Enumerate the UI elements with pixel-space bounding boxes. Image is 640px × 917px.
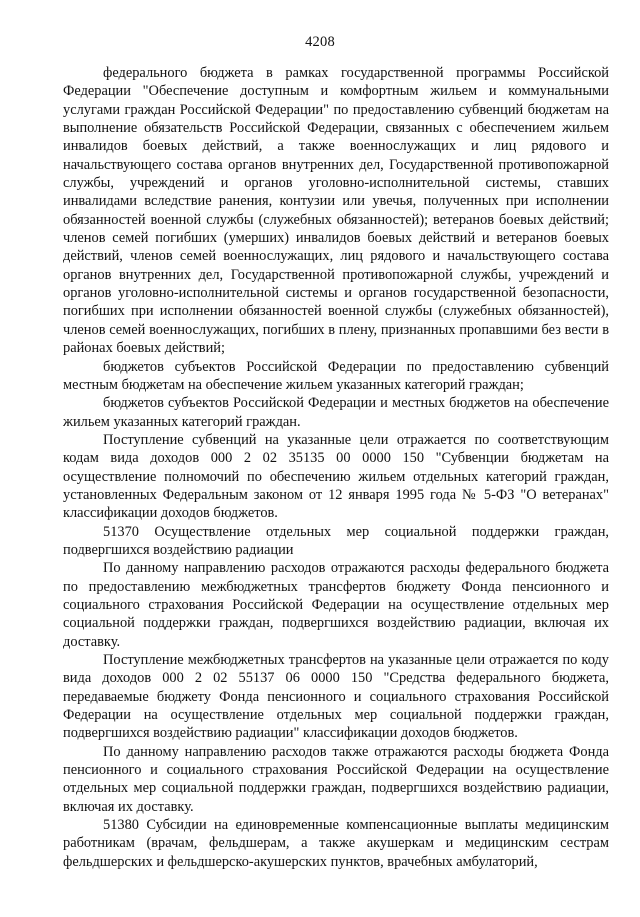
paragraph-subventions-receipt: Поступление субвенций на указанные цели отражается по соответствующим кодам вида доходов 000 2 02 35135 00 0000 150 "Субвенции бюджетам на осуществление полномочий по обеспечению жильем отдельных категорий граждан, установленных Федеральным законом от 12 января 1995 года № 5-ФЗ "О ветеранах" классификации доходов бюджетов. [63, 431, 609, 522]
paragraph-51370-expenses: По данному направлению расходов отражаются расходы федерального бюджета по предоставлению межбюджетных трансфертов бюджету Фонда пенсионного и социального страхования Российской Федерации на осуществление отдельных мер социальной поддержки граждан, подвергшихся воздействию радиации, включая их доставку. [63, 560, 609, 650]
paragraph-subjects-subventions: бюджетов субъектов Российской Федерации по предоставлению субвенций местным бюджетам на обеспечение жильем указанных категорий граждан; [63, 358, 609, 393]
paragraph-51370-fund-expenses: По данному направлению расходов также отражаются расходы бюджета Фонда пенсионного и социального страхования Российской Федерации на осуществление отдельных мер социальной поддержки граждан, подвергшихся воздействию радиации, включая их доставку. [63, 743, 609, 815]
paragraph-continuation: федерального бюджета в рамках государственной программы Российской Федерации "Обеспечение доступным и комфортным жильем и коммунальными услугами граждан Российской Федерации" по предоставлению субвенций бюджетам на выполнение обязательств Российской Федерации, связанных с обеспечением жильем инвалидов боевых действий, а также военнослужащих и лиц рядового и начальствующего состава органов внутренних дел, Государственной противопожарной службы, учреждений и органов уголовно-исполнительной системы, ставших инвалидами вследствие ранения, контузии или увечья, полученных при исполнении обязанностей военной службы (служебных обязанностей); ветеранов боевых действий; членов семей погибших (умерших) инвалидов боевых действий и ветеранов боевых действий, членов семей военнослужащих, лиц рядового и начальствующего состава органов внутренних дел, Государственной противопожарной службы, учреждений и органов уголовно-исполнительной системы и органов государственной безопасности, погибших при исполнении обязанностей военной службы (служебных обязанностей), членов семей военнослужащих, погибших в плену, признанных пропавшими без вести в районах боевых действий; [63, 65, 609, 357]
paragraph-subjects-local-budgets: бюджетов субъектов Российской Федерации и местных бюджетов на обеспечение жильем указанных категорий граждан. [63, 395, 609, 430]
document-body [63, 64, 609, 871]
section-heading-51380: 51380 Субсидии на единовременные компенсационные выплаты медицинским работникам (врачам, фельдшерам, а также акушеркам и медицинским сестрам фельдшерских и фельдшерско-акушерских пунктов, врачебных амбулаторий, [63, 817, 609, 870]
paragraph-51370-transfers-receipt: Поступление межбюджетных трансфертов на указанные цели отражается по коду вида доходов 000 2 02 55137 06 0000 150 "Средства федерального бюджета, передаваемые бюджету Фонда пенсионного и социального страхования Российской Федерации на осуществление отдельных мер социальной поддержки граждан, подвергшихся воздействию радиации" классификации доходов бюджетов. [63, 652, 609, 742]
section-heading-51370: 51370 Осуществление отдельных мер социальной поддержки граждан, подвергшихся воздействию радиации [63, 523, 609, 558]
page-number: 4208 [305, 34, 335, 50]
